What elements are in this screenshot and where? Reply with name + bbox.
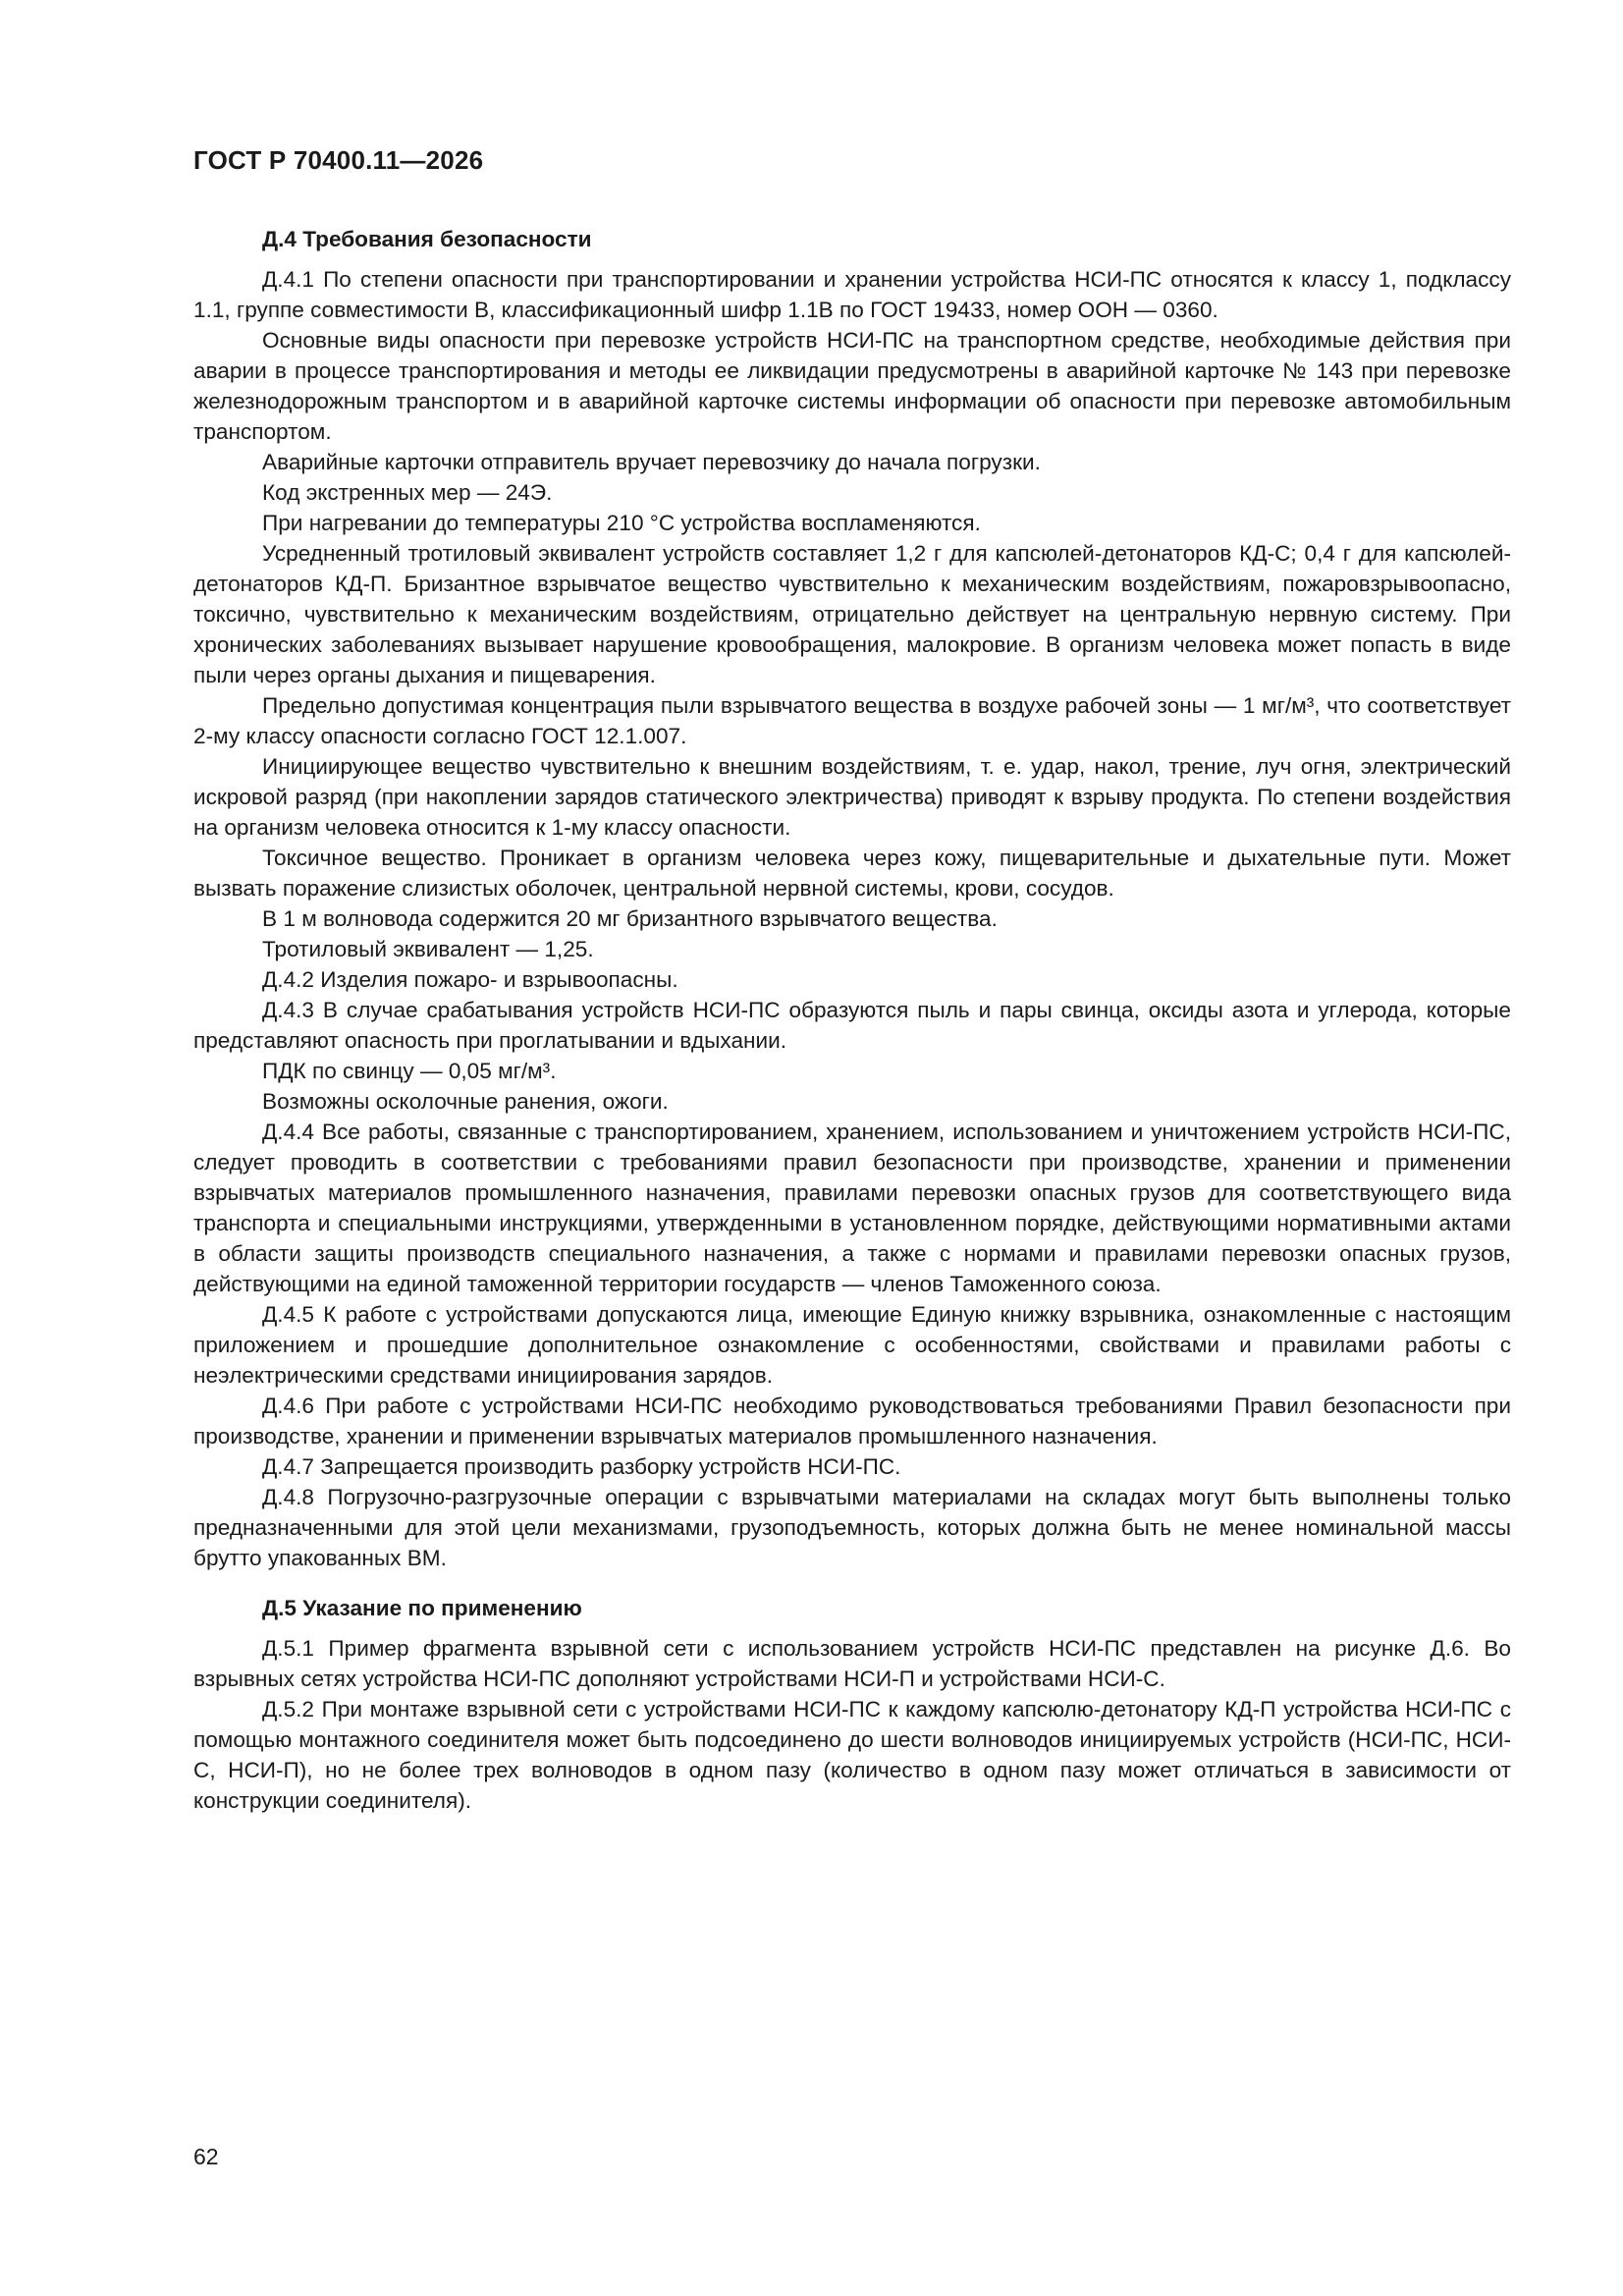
- paragraph-d4-6: Д.4.6 При работе с устройствами НСИ-ПС необходимо руководствоваться требованиями Правил безопасности при производстве, хранении и применении взрывчатых материалов промышленного назначения.: [193, 1394, 1511, 1449]
- document-body: [193, 224, 1511, 1816]
- paragraph-d4-7: Д.4.7 Запрещается производить разборку устройств НСИ-ПС.: [262, 1454, 901, 1479]
- paragraph-d4-8: Д.4.8 Погрузочно-разгрузочные операции с взрывчатыми материалами на складах могут быть выполнены только предназначенными для этой цели механизмами, грузоподъемность, которых должна быть не менее номинальной массы брутто упакованных ВМ.: [193, 1485, 1511, 1570]
- paragraph-d4-2: Д.4.2 Изделия пожаро- и взрывоопасны.: [262, 967, 678, 992]
- paragraph-d4-injuries: Возможны осколочные ранения, ожоги.: [262, 1089, 669, 1114]
- paragraph-d4-ignition-temperature: При нагревании до температуры 210 °С устройства воспламеняются.: [262, 511, 981, 535]
- paragraph-d5-2: Д.5.2 При монтаже взрывной сети с устройствами НСИ-ПС к каждому капсюлю-детонатору КД-П устройства НСИ-ПС с помощью монтажного соединителя может быть подсоединено до шести волноводов инициируемых устройств (НСИ-ПС, НСИ-С, НСИ-П), но не более трех волноводов в одном пазу (количество в одном пазу может отличаться в зависимости от конструкции соединителя).: [193, 1697, 1511, 1813]
- page-number: 62: [193, 2144, 219, 2169]
- paragraph-d4-1: Д.4.1 По степени опасности при транспортировании и хранении устройства НСИ-ПС относятся к классу 1, подклассу 1.1, группе совместимости В, классификационный шифр 1.1В по ГОСТ 19433, номер ООН — 0360.: [193, 267, 1511, 322]
- paragraph-d4-3: Д.4.3 В случае срабатывания устройств НСИ-ПС образуются пыль и пары свинца, оксиды азота и углерода, которые представляют опасность при проглатывании и вдыхании.: [193, 998, 1511, 1053]
- paragraph-d4-tnt-equivalent: Усредненный тротиловый эквивалент устройств составляет 1,2 г для капсюлей-детонаторов КД-С; 0,4 г для капсюлей-детонаторов КД-П. Бризантное взрывчатое вещество чувствительно к механическим воздействиям, пожаровзрывоопасно, токсично, чувствительно к механическим воздействиям, отрицательно действует на центральную нервную систему. При хронических заболеваниях вызывает нарушение кровообращения, малокровие. В организм человека может попасть в виде пыли через органы дыхания и пищеварения.: [193, 541, 1511, 687]
- paragraph-d4-emergency-cards: Аварийные карточки отправитель вручает перевозчику до начала погрузки.: [262, 450, 1041, 474]
- paragraph-d4-waveguide-content: В 1 м волновода содержится 20 мг бризантного взрывчатого вещества.: [262, 906, 998, 931]
- section-heading-d4: Д.4 Требования безопасности: [262, 227, 592, 251]
- section-heading-d5: Д.5 Указание по применению: [262, 1596, 582, 1620]
- paragraph-d4-initiating-substance: Инициирующее вещество чувствительно к внешним воздействиям, т. е. удар, накол, трение, луч огня, электрический искровой разряд (при накоплении зарядов статического электричества) приводят к взрыву продукта. По степени воздействия на организм человека относится к 1-му классу опасности.: [193, 754, 1511, 840]
- document-header: ГОСТ Р 70400.11—2026: [193, 145, 484, 175]
- paragraph-d4-dust-concentration: Предельно допустимая концентрация пыли взрывчатого вещества в воздухе рабочей зоны — 1 мг/м³, что соответствует 2-му классу опасности согласно ГОСТ 12.1.007.: [193, 693, 1511, 748]
- paragraph-d5-1: Д.5.1 Пример фрагмента взрывной сети с использованием устройств НСИ-ПС представлен на рисунке Д.6. Во взрывных сетях устройства НСИ-ПС дополняют устройствами НСИ-П и устройствами НСИ-С.: [193, 1636, 1511, 1691]
- paragraph-d4-tnt-value: Тротиловый эквивалент — 1,25.: [262, 937, 594, 961]
- paragraph-d4-emergency-code: Код экстренных мер — 24Э.: [262, 480, 553, 505]
- paragraph-d4-lead-limit: ПДК по свинцу — 0,05 мг/м³.: [262, 1059, 557, 1083]
- paragraph-d4-toxic-substance: Токсичное вещество. Проникает в организм человека через кожу, пищеварительные и дыхательные пути. Может вызвать поражение слизистых оболочек, центральной нервной системы, крови, сосудов.: [193, 846, 1511, 901]
- paragraph-d4-4: Д.4.4 Все работы, связанные с транспортированием, хранением, использованием и уничтожением устройств НСИ-ПС, следует проводить в соответствии с требованиями правил безопасности при производстве, хранении и применении взрывчатых материалов промышленного назначения, правилами перевозки опасных грузов для соответствующего вида транспорта и специальными инструкциями, утвержденными в установленном порядке, действующими нормативными актами в области защиты производств специального назначения, а также с нормами и правилами перевозки опасных грузов, действующими на единой таможенной территории государств — членов Таможенного союза.: [193, 1120, 1511, 1296]
- paragraph-d4-hazards: Основные виды опасности при перевозке устройств НСИ-ПС на транспортном средстве, необходимые действия при аварии в процессе транспортирования и методы ее ликвидации предусмотрены в аварийной карточке № 143 при перевозке железнодорожным транспортом и в аварийной карточке системы информации об опасности при перевозке автомобильным транспортом.: [193, 328, 1511, 444]
- paragraph-d4-5: Д.4.5 К работе с устройствами допускаются лица, имеющие Единую книжку взрывника, ознакомленные с настоящим приложением и прошедшие дополнительное ознакомление с особенностями, свойствами и правилами работы с неэлектрическими средствами инициирования зарядов.: [193, 1302, 1511, 1388]
